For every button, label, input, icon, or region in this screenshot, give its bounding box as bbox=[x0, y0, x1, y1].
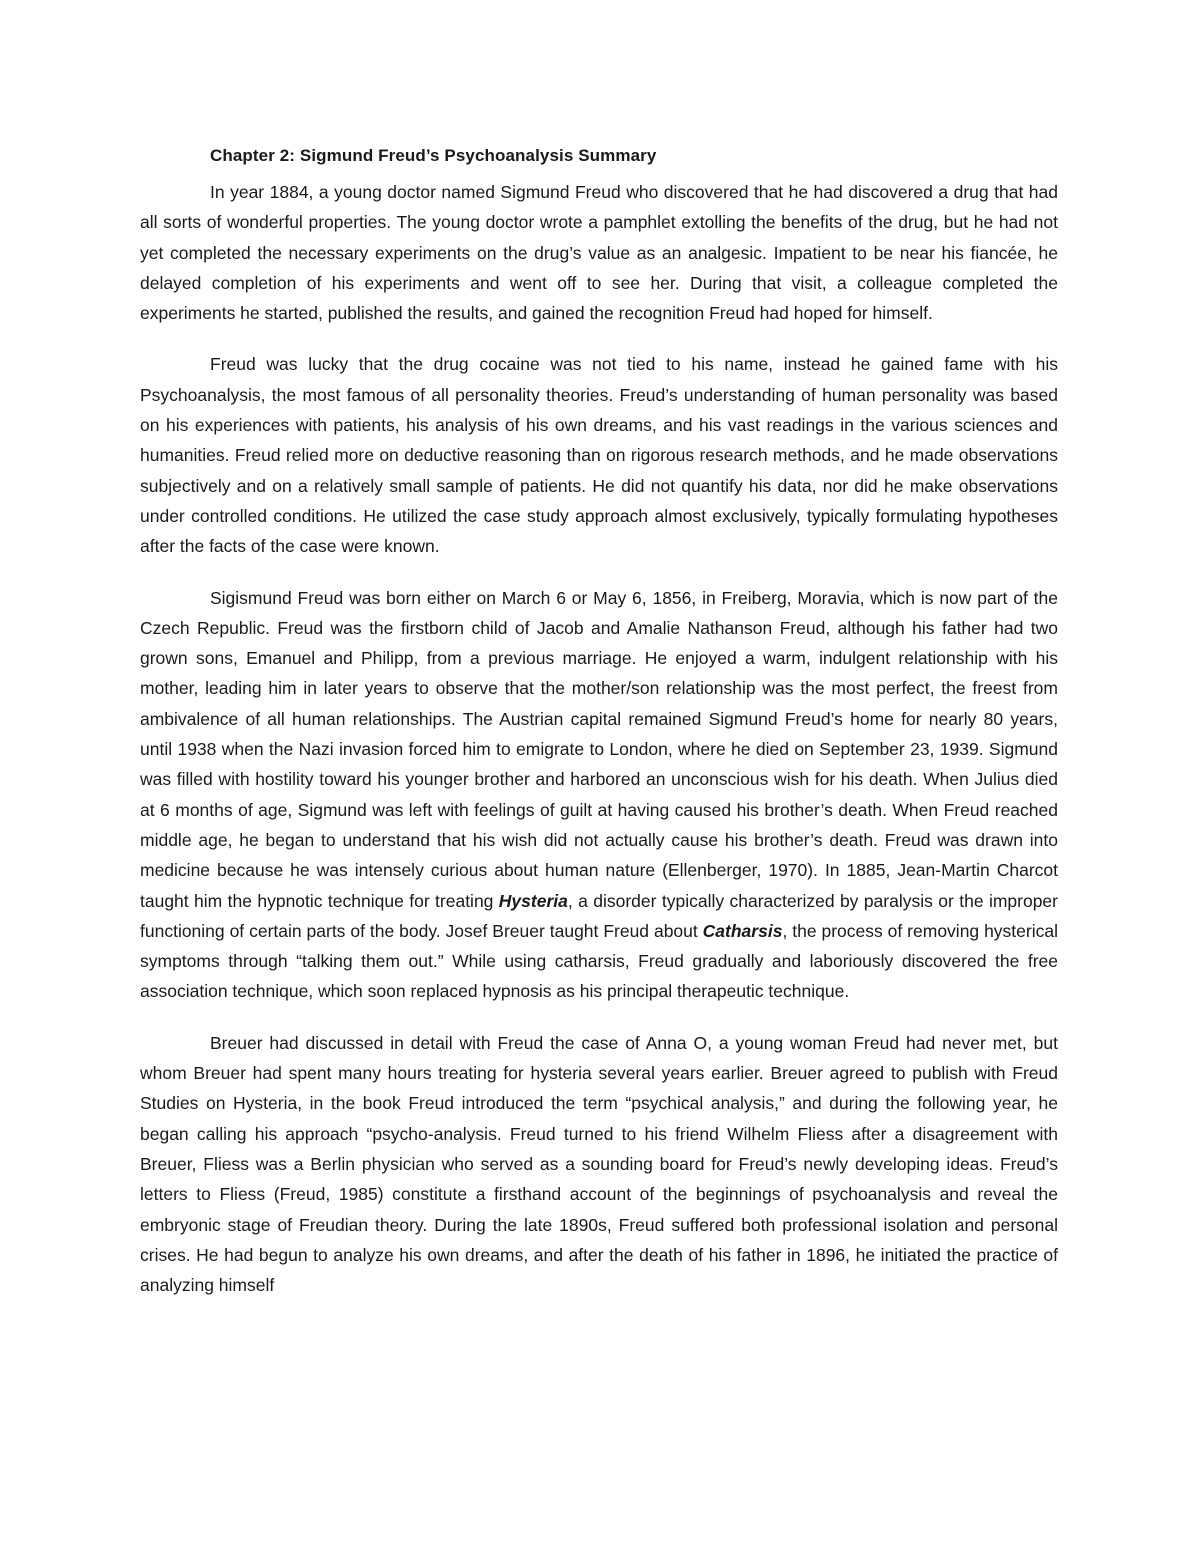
paragraph-3-text-b: , a disorder typically characterized by paralysis or the improper functioning of certain parts of the body. Josef Breuer taught Freud about bbox=[140, 890, 1058, 941]
paragraph-1: In year 1884, a young doctor named Sigmund Freud who discovered that he had discovered a drug that had all sorts of wonderful properties. The young doctor wrote a pamphlet extolling the benefits of the drug, but he had not yet completed the necessary experiments on the drug’s value as an analgesic. Impatient to be near his fiancée, he delayed completion of his experiments and went off to see her. During that visit, a colleague completed the experiments he started, published the results, and gained the recognition Freud had hoped for himself. bbox=[140, 182, 1058, 324]
paragraph-4: Breuer had discussed in detail with Freud the case of Anna O, a young woman Freud had never met, but whom Breuer had spent many hours treating for hysteria several years earlier. Breuer agreed to publish with Freud Studies on Hysteria, in the book Freud introduced the term “psychical analysis,” and during the following year, he began calling his approach “psycho-analysis. Freud turned to his friend Wilhelm Fliess after a disagreement with Breuer, Fliess was a Berlin physician who served as a sounding board for Freud’s newly developing ideas. Freud’s letters to Fliess (Freud, 1985) constitute a firsthand account of the beginnings of psychoanalysis and reveal the embryonic stage of Freudian theory. During the late 1890s, Freud suffered both professional isolation and personal crises. He had begun to analyze his own dreams, and after the death of his father in 1896, he initiated the practice of analyzing himself bbox=[140, 1032, 1058, 1296]
paragraph-2: Freud was lucky that the drug cocaine was not tied to his name, instead he gained fame with his Psychoanalysis, the most famous of all personality theories. Freud’s understanding of human personality was based on his experiences with patients, his analysis of his own dreams, and his vast readings in the various sciences and humanities. Freud relied more on deductive reasoning than on rigorous research methods, and he made observations subjectively and on a relatively small sample of patients. He did not quantify his data, nor did he make observations under controlled conditions. He utilized the case study approach almost exclusively, typically formulating hypotheses after the facts of the case were known. bbox=[140, 354, 1058, 557]
paragraph-3 bbox=[140, 583, 1058, 1007]
term-hysteria: Hysteria bbox=[498, 890, 568, 911]
term-catharsis: Catharsis bbox=[702, 920, 783, 941]
document-page bbox=[140, 138, 1058, 1300]
paragraph-3-text-c: , the process of removing hysterical symptoms through “talking them out.” While using catharsis, Freud gradually and laboriously discovered the free association technique, which soon replaced hypnosis as his principal therapeutic technique. bbox=[140, 920, 1058, 1002]
document-title: Chapter 2: Sigmund Freud’s Psychoanalysis Summary bbox=[210, 146, 657, 165]
paragraph-3-text-a: Sigismund Freud was born either on March 6 or May 6, 1856, in Freiberg, Moravia, which is now part of the Czech Republic. Freud was the firstborn child of Jacob and Amalie Nathanson Freud, although his father had two grown sons, Emanuel and Philipp, from a previous marriage. He enjoyed a warm, indulgent relationship with his mother, leading him in later years to observe that the mother/son relationship was the most perfect, the freest from ambivalence of all human relationships. The Austrian capital remained Sigmund Freud’s home for nearly 80 years, until 1938 when the Nazi invasion forced him to emigrate to London, where he died on September 23, 1939. Sigmund was filled with hostility toward his younger brother and harbored an unconscious wish for his death. When Julius died at 6 months of age, Sigmund was left with feelings of guilt at having caused his brother’s death. When Freud reached middle age, he began to understand that his wish did not actually cause his brother’s death. Freud was drawn into medicine because he was intensely curious about human nature (Ellenberger, 1970). In 1885, Jean-Martin Charcot taught him the hypnotic technique for treating bbox=[140, 587, 1058, 911]
